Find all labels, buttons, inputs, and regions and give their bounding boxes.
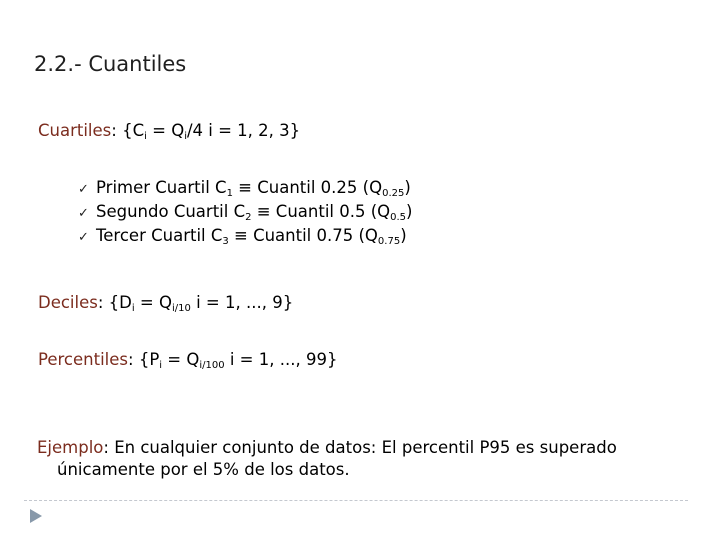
next-slide-arrow-icon[interactable] xyxy=(29,508,43,528)
checkmark-icon: ✓ xyxy=(78,230,89,245)
subscript: i xyxy=(144,131,147,142)
subscript: 3 xyxy=(222,236,229,247)
item-text: Tercer Cuartil C xyxy=(96,226,223,245)
subscript: 2 xyxy=(245,212,252,223)
list-item xyxy=(78,178,412,202)
example-label: Ejemplo xyxy=(37,438,104,457)
example-text: En cualquier conjunto de datos: El percentil P95 es superado xyxy=(108,438,617,457)
subscript: i xyxy=(184,131,187,142)
def-part: {C xyxy=(116,121,145,140)
def-part: /4 i = 1, 2, 3} xyxy=(186,121,301,140)
checkmark-icon: ✓ xyxy=(78,206,89,221)
colon: : xyxy=(97,293,104,312)
example-paragraph xyxy=(37,437,697,481)
subscript: 0.25 xyxy=(382,188,405,199)
deciles-definition xyxy=(38,293,293,313)
subscript: 0.75 xyxy=(377,236,401,247)
cuartiles-definition xyxy=(38,121,300,141)
list-item xyxy=(78,226,412,250)
subscript: i xyxy=(159,360,163,371)
quartile-list xyxy=(78,178,412,250)
subscript: i/100 xyxy=(199,360,225,371)
item-text: ) xyxy=(406,202,413,221)
deciles-label: Deciles xyxy=(38,293,98,312)
subscript: 1 xyxy=(226,188,233,199)
subscript: i/10 xyxy=(171,303,191,314)
colon: : xyxy=(103,438,109,457)
colon: : xyxy=(128,350,134,369)
item-text: ≡ Cuantil 0.75 (Q xyxy=(228,226,378,245)
item-text: ) xyxy=(400,226,407,245)
subscript: i xyxy=(131,303,135,314)
cuartiles-label: Cuartiles xyxy=(38,121,112,140)
checkmark-icon: ✓ xyxy=(78,182,89,197)
def-part: = Q xyxy=(146,121,185,140)
def-part: {P xyxy=(133,350,160,369)
footer-divider xyxy=(24,500,688,501)
percentiles-label: Percentiles xyxy=(38,350,129,369)
percentiles-definition xyxy=(38,350,337,370)
def-part: = Q xyxy=(134,293,172,312)
colon: : xyxy=(111,121,117,140)
def-part: i = 1, ..., 9} xyxy=(190,293,294,312)
def-part: = Q xyxy=(162,350,200,369)
list-item xyxy=(78,202,412,226)
def-part: {D xyxy=(103,293,132,312)
item-text: ≡ Cuantil 0.5 (Q xyxy=(251,202,391,221)
item-text: Segundo Cuartil C xyxy=(96,202,246,221)
def-part: i = 1, ..., 99} xyxy=(224,350,338,369)
item-text: ≡ Cuantil 0.25 (Q xyxy=(232,178,383,197)
slide-title: 2.2.- Cuantiles xyxy=(34,52,187,76)
item-text: ) xyxy=(404,178,411,197)
item-text: Primer Cuartil C xyxy=(96,178,227,197)
example-text-continued: únicamente por el 5% de los datos. xyxy=(57,460,350,479)
subscript: 0.5 xyxy=(390,212,407,223)
